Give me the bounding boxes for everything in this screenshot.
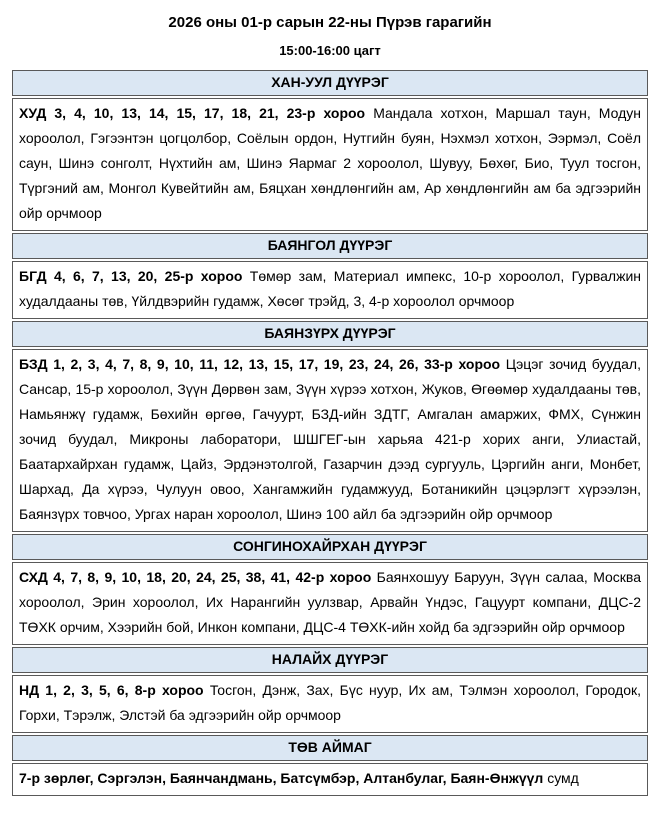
- affected-areas: Мандала хотхон, Маршал таун, Модун хороолол, Гэгээнтэн цогцолбор, Соёлын ордон, Нутгийн буян, Нэхмэл хотхон, Ээрмэл, Соёл саун, Шинэ сонголт, Нүхтийн ам, Шинэ Яармаг 2 хороолол, Шувуу, Бөхөг, Био, Туул тосгон, Түргэний ам, Монгол Кувейтийн ам, Бяцхан хөндлөнгийн ам, Ар хөндлөнгийн ам ба эдгээрийн ойр орчмоор: [19, 105, 641, 221]
- affected-areas: Төмөр зам, Материал импекс, 10-р хороолол, Гурвалжин худалдааны төв, Үйлдвэрийн гудамж, Хөсөг трэйд, 3, 4-р хороолол орчмоор: [19, 268, 642, 309]
- section-body-bayanzurkh: [12, 349, 648, 532]
- section-header-label: БАЯНГОЛ ДҮҮРЭГ: [267, 237, 393, 253]
- section-header-bayanzurkh: [12, 321, 648, 347]
- section-header-label: НАЛАЙХ ДҮҮРЭГ: [271, 651, 389, 667]
- time-range: 15:00-16:00 цагт: [279, 43, 381, 58]
- section-header-tuv-aimag: [12, 735, 648, 761]
- district-codes: 7-р зөрлөг, Сэргэлэн, Баянчандмань, Батсүмбэр, Алтанбулаг, Баян-Өнжүүл: [19, 770, 544, 786]
- section-body-songinokhairkhan: [12, 562, 648, 645]
- section-header-songinokhairkhan: [12, 534, 648, 560]
- section-body-bayangol: [12, 261, 648, 319]
- page-title: 2026 оны 01-р сарын 22-ны Пүрэв гарагийн: [168, 14, 492, 31]
- district-codes: ХУД 3, 4, 10, 13, 14, 15, 17, 18, 21, 23-р хороо: [19, 105, 366, 121]
- outage-schedule-table: [12, 70, 648, 796]
- district-codes: БЗД 1, 2, 3, 4, 7, 8, 9, 10, 11, 12, 13, 15, 17, 19, 23, 24, 26, 33-р хороо: [19, 356, 501, 372]
- affected-areas: Баянхошуу Баруун, Зүүн салаа, Москва хороолол, Эрин хороолол, Их Нарангийн уулзвар, Арвайн Үндэс, Гацуурт компани, ДЦС-2 ТӨХК орчим, Хээрийн бой, Инкон компани, ДЦС-4 ТӨХК-ийн хойд ба эдгээрийн ойр орчмоор: [19, 569, 641, 635]
- affected-areas: Цэцэг зочид буудал, Сансар, 15-р хороолол, Зүүн Дөрвөн зам, Зүүн хүрээ хотхон, Жуков, Өгөөмөр худалдааны төв, Намьянжү гудамж, Бөхийн өргөө, Гачуурт, БЗД-ийн ЗДТГ, Амгалан амаржих, ФМХ, Сүнжин зочид буудал, Микроны лаборатори, ШШГЕГ-ын харьяа 421-р хорих анги, Улиастай, Баатархайрхан гудамж, Цайз, Эрдэнэтолгой, Газарчин дээд сургууль, Цэргийн анги, Монбет, Шархад, Да хүрээ, Чулуун овоо, Хангамжийн гудамжууд, Ботаникийн цэцэрлэгт хүрээлэн, Баянзүрх товчоо, Ургах наран хороолол, Шинэ 100 айл ба эдгээрийн ойр орчмоор: [19, 356, 641, 522]
- section-body-tuv-aimag: [12, 763, 648, 796]
- section-body-nalaikh: [12, 675, 648, 733]
- section-header-nalaikh: [12, 647, 648, 673]
- section-header-label: БАЯНЗҮРХ ДҮҮРЭГ: [264, 325, 396, 341]
- affected-areas: Тосгон, Дэнж, Зах, Бүс нуур, Их ам, Тэлмэн хороолол, Городок, Горхи, Тэрэлж, Элстэй ба эдгээрийн ойр орчмоор: [19, 682, 642, 723]
- section-header-label: ХАН-УУЛ ДҮҮРЭГ: [271, 74, 389, 90]
- district-codes: СХД 4, 7, 8, 9, 10, 18, 20, 24, 25, 38, 41, 42-р хороо: [19, 569, 372, 585]
- district-codes: БГД 4, 6, 7, 13, 20, 25-р хороо: [19, 268, 243, 284]
- section-header-label: ТӨВ АЙМАГ: [288, 739, 372, 755]
- district-codes: НД 1, 2, 3, 5, 6, 8-р хороо: [19, 682, 204, 698]
- section-header-label: СОНГИНОХАЙРХАН ДҮҮРЭГ: [233, 538, 427, 554]
- affected-areas: сумд: [547, 770, 579, 786]
- section-body-khan-uul: [12, 98, 648, 231]
- section-header-khan-uul: [12, 70, 648, 96]
- section-header-bayangol: [12, 233, 648, 259]
